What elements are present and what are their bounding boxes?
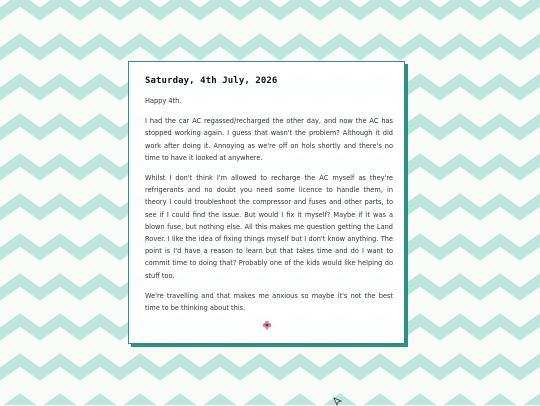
entry-paragraph-2: I had the car AC regassed/recharged the other day, and now the AC has stopped working again. I guess that wasn't the problem? Although it did work after doing it. Annoying as we're off on hols shortly and there's no time to have it looked at anywhere. <box>145 117 393 162</box>
entry-footer <box>129 315 404 334</box>
journal-entry-card <box>128 61 405 344</box>
entry-paragraph-3: Whilst I don't think I'm allowed to recharge the AC myself as they're refrigerants and no doubt you need some licence to handle them, in theory I could troubleshoot the compressor and fuses and other parts, to see if I could find the issue. But would I fix it myself? Maybe if it was a blown fuse, but nothing else. All this makes me question getting the Land Rover. I like the idea of fixing things myself but I don't know anything. The point is I'd have a reason to learn but that takes time and do I want to commit time to doing that? Probably one of the kids would like helping do stuff too. <box>145 174 393 280</box>
flower-icon[interactable] <box>262 320 272 330</box>
entry-body <box>145 95 393 314</box>
entry-paragraph-4: We're travelling and that makes me anxious so maybe it's not the best time to be thinking about this. <box>145 291 393 313</box>
entry-date-title: Saturday, 4th July, 2026 <box>145 76 278 86</box>
entry-paragraph-1: Happy 4th. <box>145 97 182 105</box>
